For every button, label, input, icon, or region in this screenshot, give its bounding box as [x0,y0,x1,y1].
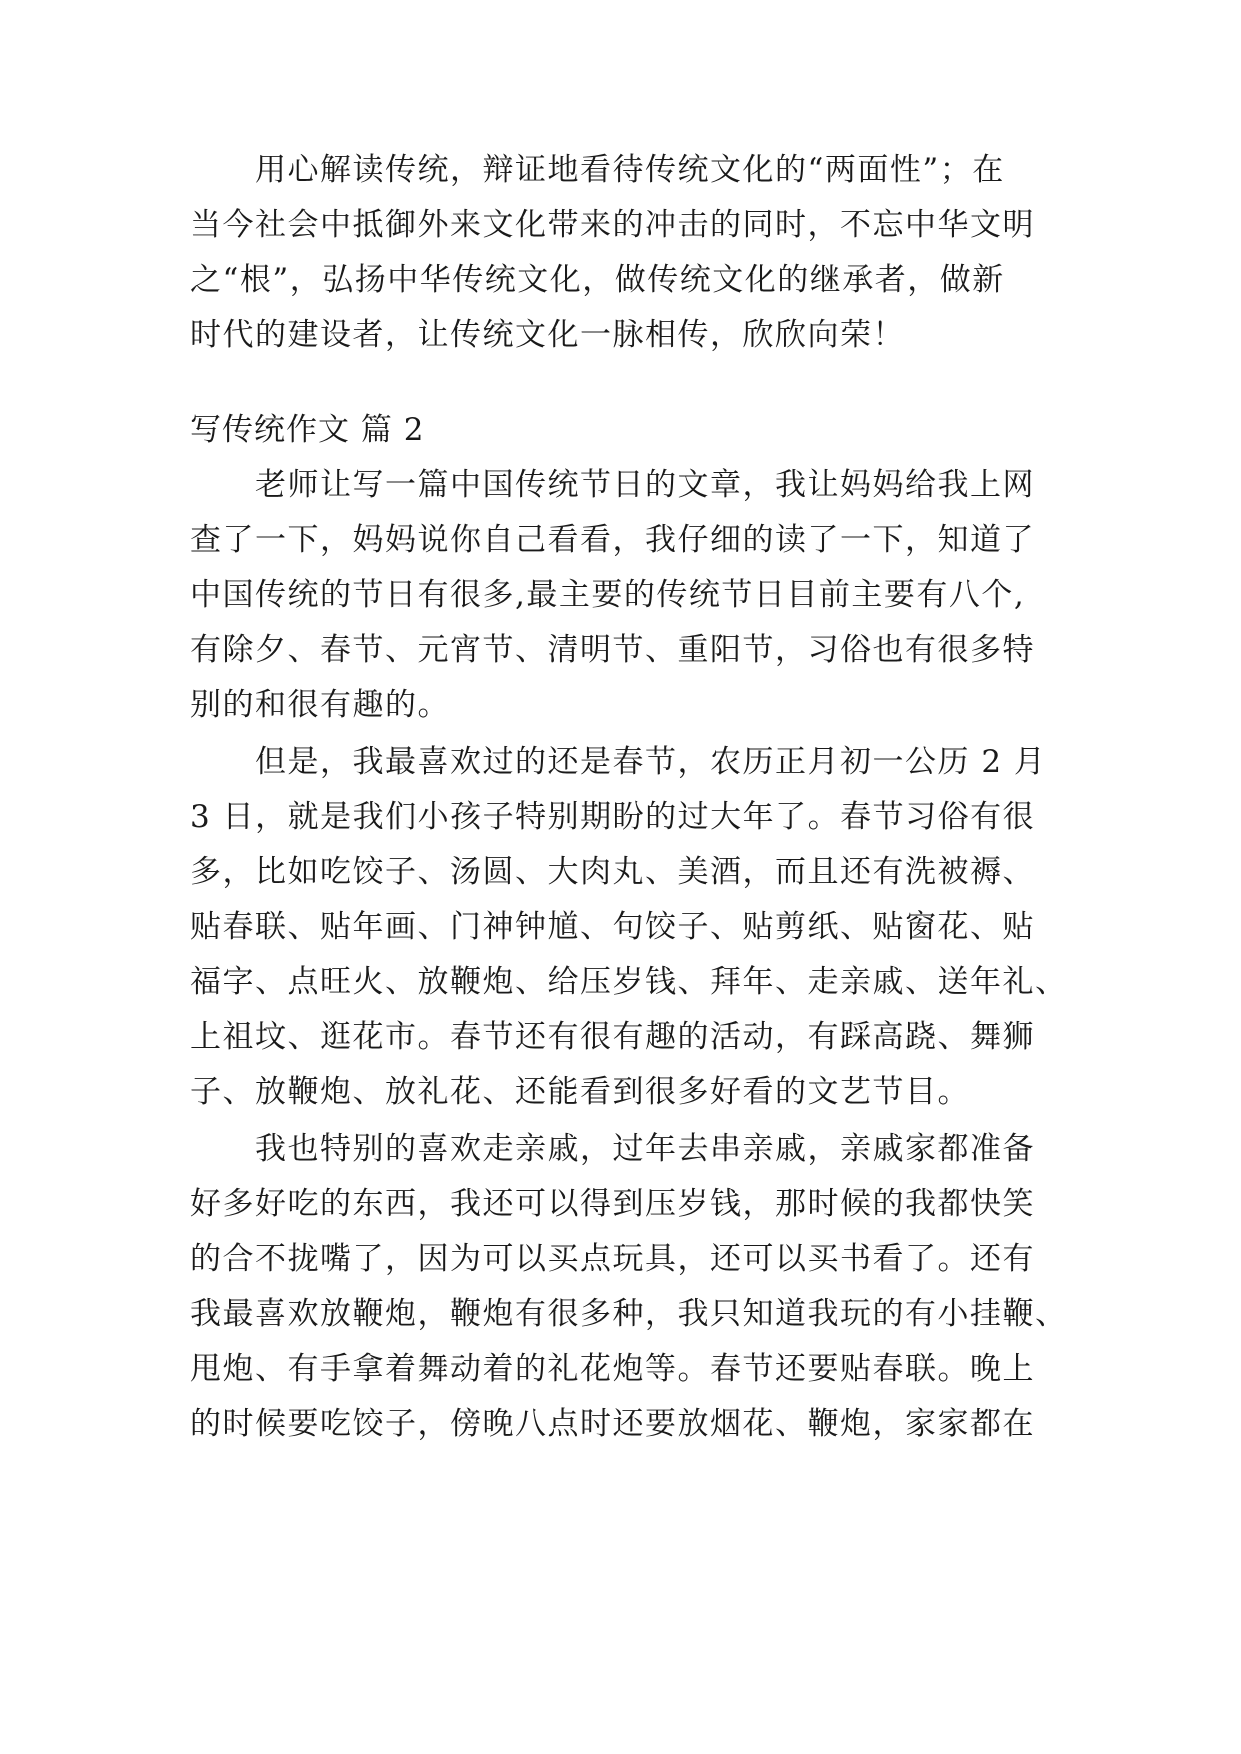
paragraph-2-line-2: 查了一下，妈妈说你自己看看，我仔细的读了一下，知道了 [190,522,1035,558]
paragraph-2-line-3: 中国传统的节日有很多,最主要的传统节日目前主要有八个, [190,577,1026,613]
section-heading: 写传统作文 篇 2 [190,412,425,448]
paragraph-4-line-1: 我也特别的喜欢走亲戚，过年去串亲戚，亲戚家都准备 [255,1131,1035,1167]
paragraph-3-line-3: 多，比如吃饺子、汤圆、大肉丸、美酒，而且还有洗被褥、 [190,854,1035,890]
paragraph-4-line-5: 甩炮、有手拿着舞动着的礼花炮等。春节还要贴春联。晚上 [190,1351,1035,1387]
paragraph-1-line-1: 用心解读传统，辩证地看待传统文化的“两面性”；在 [255,152,1005,188]
paragraph-1-line-2: 当今社会中抵御外来文化带来的冲击的同时，不忘中华文明 [190,207,1035,243]
paragraph-3-line-1: 但是，我最喜欢过的还是春节，农历正月初一公历 2 月 [255,744,1047,780]
paragraph-4-line-6: 的时候要吃饺子，傍晚八点时还要放烟花、鞭炮，家家都在 [190,1406,1035,1442]
paragraph-4-line-2: 好多好吃的东西，我还可以得到压岁钱，那时候的我都快笑 [190,1186,1035,1222]
paragraph-3-line-4: 贴春联、贴年画、门神钟馗、句饺子、贴剪纸、贴窗花、贴 [190,909,1035,945]
paragraph-3-line-6: 上祖坟、逛花市。春节还有很有趣的活动，有踩高跷、舞狮 [190,1019,1035,1055]
paragraph-1-line-3: 之“根”，弘扬中华传统文化，做传统文化的继承者，做新 [190,262,1005,298]
paragraph-2-line-4: 有除夕、春节、元宵节、清明节、重阳节，习俗也有很多特 [190,632,1035,668]
paragraph-3-line-2: 3 日，就是我们小孩子特别期盼的过大年了。春节习俗有很 [190,799,1036,835]
paragraph-4-line-4: 我最喜欢放鞭炮，鞭炮有很多种，我只知道我玩的有小挂鞭、 [190,1296,1068,1332]
paragraph-2-line-5: 别的和很有趣的。 [190,687,450,723]
paragraph-1-line-4: 时代的建设者，让传统文化一脉相传，欣欣向荣！ [190,317,905,353]
paragraph-2-line-1: 老师让写一篇中国传统节日的文章，我让妈妈给我上网 [255,467,1035,503]
paragraph-4-line-3: 的合不拢嘴了，因为可以买点玩具，还可以买书看了。还有 [190,1241,1035,1277]
paragraph-3-line-5: 福字、点旺火、放鞭炮、给压岁钱、拜年、走亲戚、送年礼、 [190,964,1068,1000]
paragraph-3-line-7: 子、放鞭炮、放礼花、还能看到很多好看的文艺节目。 [190,1074,970,1110]
